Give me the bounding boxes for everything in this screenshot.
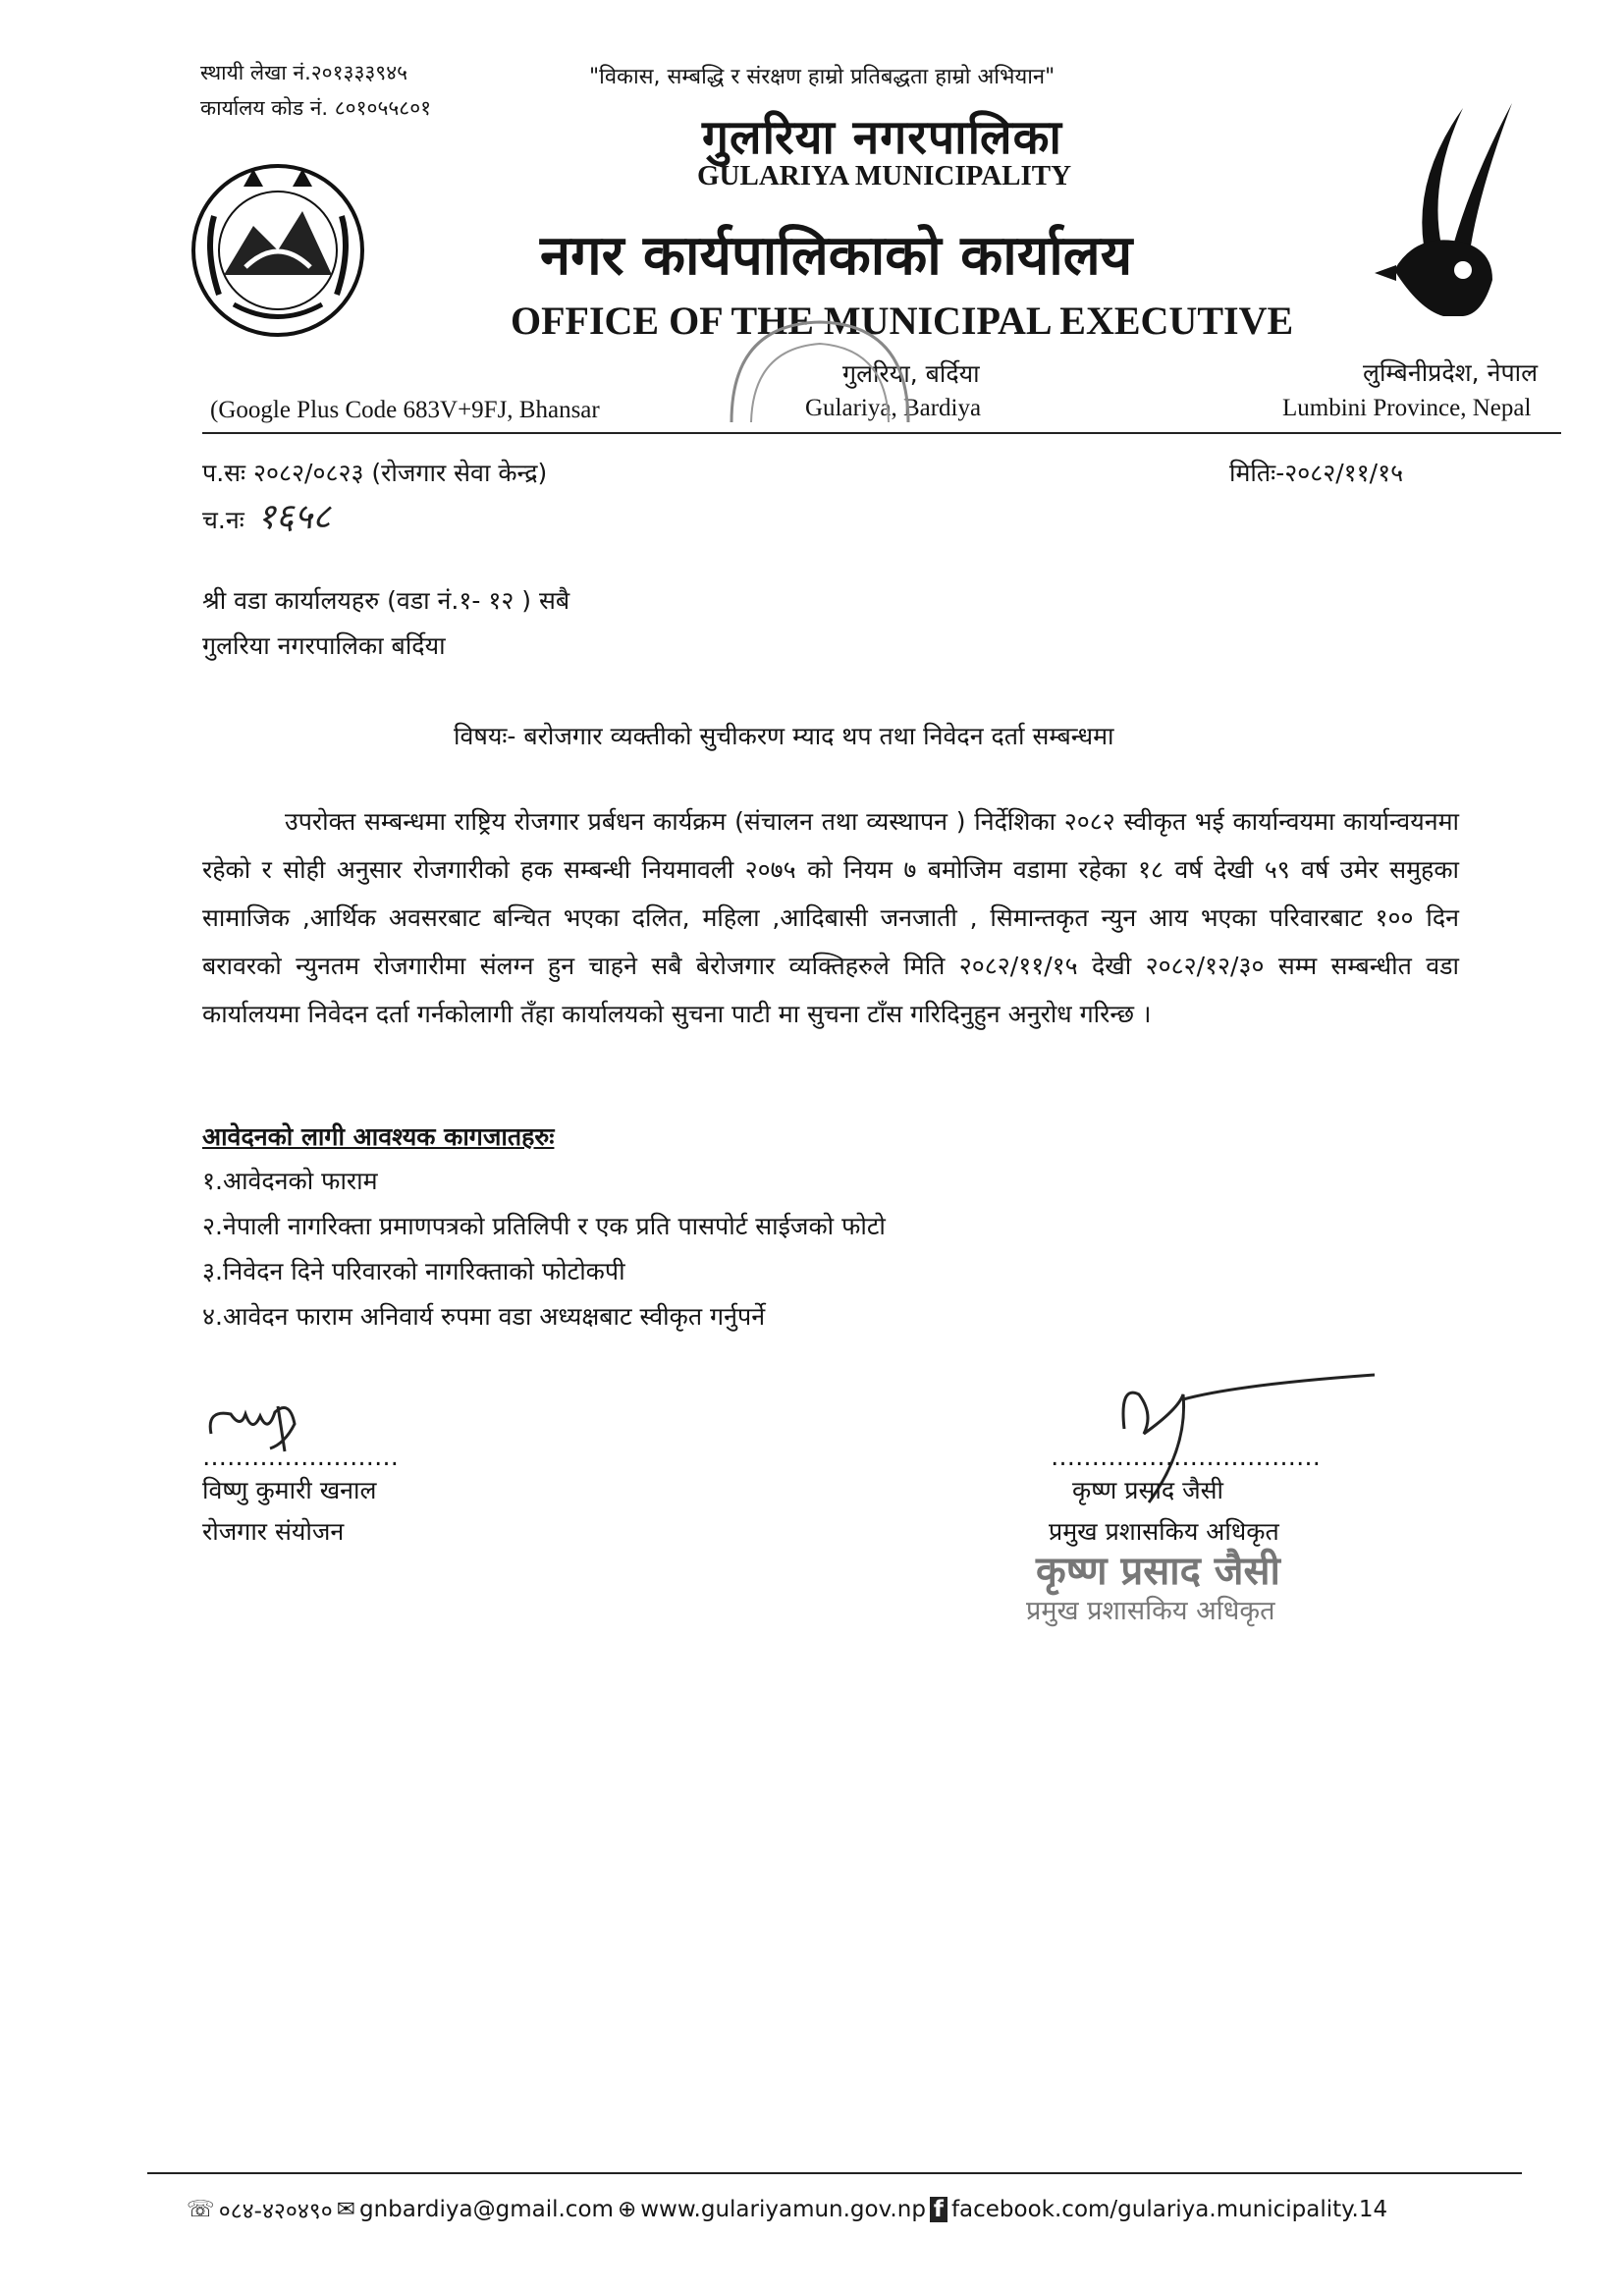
list-item: २.नेपाली नागरिक्ता प्रमाणपत्रको प्रतिलिपी र एक प्रति पासपोर्ट साईजको फोटो xyxy=(202,1212,886,1240)
mail-icon: ✉ xyxy=(336,2197,355,2222)
dispatch-number: १६५८ xyxy=(257,497,331,537)
facebook-icon: f xyxy=(930,2197,947,2222)
recipient-line-1: श्री वडा कार्यालयहरु (वडा नं.१- १२ ) सबै xyxy=(202,586,570,615)
requirements-list xyxy=(202,1159,886,1339)
body-paragraph: उपरोक्त सम्बन्धमा राष्ट्रिय रोजगार प्रर्बधन कार्यक्रम (संचालन तथा व्यस्थापन ) निर्देशिका २०८२ स्वीकृत भई कार्यान्वयमा कार्यान्वयनमा रहेको र सोही अनुसार रोजगारीको हक सम्बन्धी नियमावली २०७५ को नियम ७ बमोजिम वडामा रहेका १८ वर्ष देखी ५९ वर्ष उमेर समुहका सामाजिक ,आर्थिक अवसरबाट बन्चित भएका दलित, महिला ,आदिबासी जनजाती , सिमान्तकृत न्युन आय भएका परिवारबाट १०० दिन बरावरको न्युनतम रोजगारीमा संलग्न हुन चाहने सबै बेरोजगार व्यक्तिहरुले मिति २०८२/११/१५ देखी २०८२/१२/३० सम्म सम्बन्धीत वडा कार्यालयमा निवेदन दर्ता गर्नकोलागी तँहा कार्यालयको सुचना पाटी मा सुचना टाँस गरिदिनुहुन अनुरोध गरिन्छ । xyxy=(202,807,1459,1028)
footer-website[interactable]: www.gulariyamun.gov.np xyxy=(640,2197,926,2222)
letter-number: प.सः २०८२/०८२३ (रोजगार सेवा केन्द्र) xyxy=(202,459,548,487)
office-seal-stamp xyxy=(722,314,918,432)
left-signatory-name: विष्णु कुमारी खनाल xyxy=(202,1476,377,1504)
requirements-heading: आवेदनको लागी आवश्यक कागजातहरुः xyxy=(202,1122,555,1151)
municipality-name-nepali: गुलरिया नगरपालिका xyxy=(702,110,1062,165)
right-signature-dots: …………………………… xyxy=(1051,1443,1321,1471)
official-stamp-name: कृष्ण प्रसाद जैसी xyxy=(1036,1549,1280,1594)
registration-number: स्थायी लेखा नं.२०१३३३९४५ xyxy=(200,61,408,84)
dispatch-label: च.नः xyxy=(202,506,244,534)
footer-divider xyxy=(147,2172,1522,2174)
office-code: कार्यालय कोड नं. ८०१०५५८०१ xyxy=(200,96,432,120)
footer-email[interactable]: gnbardiya@gmail.com xyxy=(359,2197,614,2222)
footer-facebook[interactable]: facebook.com/gulariya.municipality.14 xyxy=(950,2197,1388,2222)
header-divider xyxy=(202,432,1561,434)
list-item: ३.निवेदन दिने परिवारको नागरिक्ताको फोटोकपी xyxy=(202,1257,625,1285)
motto: "विकास, सम्बद्धि र संरक्षण हाम्रो प्रतिबद्धता हाम्रो अभियान" xyxy=(589,65,1056,89)
list-item: ४.आवेदन फाराम अनिवार्य रुपमा वडा अध्यक्षबाट स्वीकृत गर्नुपर्ने xyxy=(202,1302,766,1331)
official-stamp-title: प्रमुख प्रशासकिय अधिकृत xyxy=(1026,1596,1275,1626)
address-english: Gulariya, Bardiya xyxy=(805,395,982,421)
letter-date: मितिः-२०८२/११/१५ xyxy=(1229,459,1404,487)
nepal-emblem-icon xyxy=(185,157,371,344)
phone-icon: ☏ xyxy=(187,2197,215,2222)
plus-code: (Google Plus Code 683V+9FJ, Bhansar xyxy=(210,397,600,423)
recipient-line-2: गुलरिया नगरपालिका बर्दिया xyxy=(202,631,446,660)
subject: विषयः- बरोजगार व्यक्तीको सुचीकरण म्याद थप तथा निवेदन दर्ता सम्बन्धमा xyxy=(454,722,1114,750)
right-signatory-name: कृष्ण प्रसाद जैसी xyxy=(1072,1476,1224,1504)
left-signatory-title: रोजगार संयोजन xyxy=(202,1517,345,1546)
left-signature-dots: …………………… xyxy=(202,1443,399,1471)
municipality-name-english: GULARIYA MUNICIPALITY xyxy=(697,160,1072,191)
globe-icon: ⊕ xyxy=(617,2197,637,2222)
footer-phone: ०८४-४२०४९० xyxy=(218,2199,333,2224)
address-nepali: गुलरिया, बर्दिया xyxy=(842,359,980,388)
list-item: १.आवेदनको फाराम xyxy=(202,1167,378,1195)
blackbuck-logo-icon xyxy=(1355,98,1522,324)
province-nepali: लुम्बिनीप्रदेश, नेपाल xyxy=(1363,358,1539,387)
office-name-english: OFFICE OF THE MUNICIPAL EXECUTIVE xyxy=(511,299,1294,343)
province-english: Lumbini Province, Nepal xyxy=(1282,395,1532,421)
footer-contact xyxy=(187,2194,1387,2225)
office-name-nepali: नगर कार्यपालिकाको कार्यालय xyxy=(540,224,1133,288)
right-signatory-title: प्रमुख प्रशासकिय अधिकृत xyxy=(1049,1517,1279,1546)
